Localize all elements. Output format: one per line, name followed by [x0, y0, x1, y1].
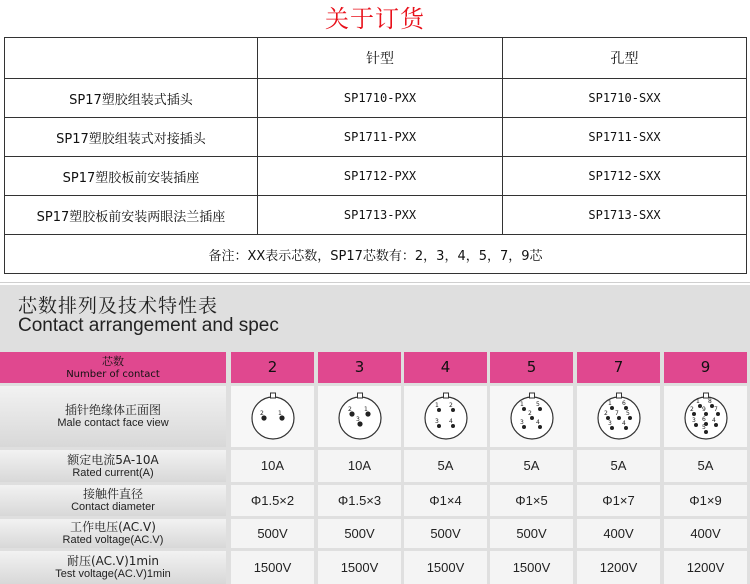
order-pin-model: SP1712-PXX: [258, 157, 503, 196]
table-row: [5, 79, 747, 118]
spec-row-label: [0, 450, 226, 482]
spec-value: 400V: [577, 519, 660, 548]
connector-body: [339, 397, 381, 439]
contact-count-7: 7: [577, 352, 660, 383]
connector-face-icon: [247, 391, 299, 443]
pin-number: 5: [701, 423, 706, 431]
order-table-header-row: [5, 38, 747, 79]
key-notch: [616, 393, 621, 398]
pin-number: 7: [713, 405, 718, 413]
contact-face-4: [404, 386, 487, 447]
spec-row-label-en: Rated voltage(AC.V): [62, 534, 164, 546]
spec-row-label-cn: 接触件直径: [82, 487, 143, 501]
order-product-name: SP17塑胶板前安装插座: [5, 157, 258, 196]
order-title: 关于订货: [325, 5, 425, 33]
table-row: [5, 157, 747, 196]
connector-body: [252, 397, 294, 439]
spec-row-label-en: Contact diameter: [71, 501, 155, 513]
contact-count-2: 2: [231, 352, 314, 383]
pin-number: 3: [691, 416, 696, 424]
spec-value: 500V: [404, 519, 487, 548]
pin-number: 2: [448, 401, 453, 409]
spec-value: 1500V: [318, 551, 401, 584]
spec-row-label-cn: 工作电压(AC.V): [70, 520, 156, 534]
connector-face-icon: [680, 391, 732, 443]
pin-number: 5: [625, 409, 630, 417]
pin-number: 4: [621, 419, 626, 427]
pin-number: 1: [363, 405, 368, 413]
spec-value: 500V: [490, 519, 573, 548]
spec-value: 500V: [231, 519, 314, 548]
order-socket-model: SP1712-SXX: [503, 157, 747, 196]
contact-count-header-cn: 芯数: [102, 355, 124, 368]
pin-number: 1: [607, 399, 612, 407]
connector-face-icon: [334, 391, 386, 443]
spec-value: Φ1×7: [577, 485, 660, 516]
pin-number: 1: [434, 401, 439, 409]
spec-row-label: [0, 386, 226, 447]
pin-number: 3: [607, 419, 612, 427]
pin-number: 3: [355, 415, 360, 423]
connector-face-icon: [420, 391, 472, 443]
pin-number: 4: [711, 416, 716, 424]
connector-face-icon: [506, 391, 558, 443]
spec-row-label-en: Rated current(A): [72, 466, 154, 479]
spec-value: Φ1×4: [404, 485, 487, 516]
order-note-row: [5, 235, 747, 274]
spec-title-en: Contact arrangement and spec: [18, 315, 279, 336]
order-socket-model: SP1710-SXX: [503, 79, 747, 118]
connector-body: [425, 397, 467, 439]
order-header-empty: [5, 38, 258, 79]
contact-face-9: [664, 386, 747, 447]
order-header-socket: 孔型: [503, 38, 747, 79]
pin-number: 2: [527, 409, 532, 417]
order-pin-model: SP1711-PXX: [258, 118, 503, 157]
key-notch: [529, 393, 534, 398]
order-pin-model: SP1710-PXX: [258, 79, 503, 118]
contact-face-3: [318, 386, 401, 447]
spec-value: 1200V: [577, 551, 660, 584]
spec-value: Φ1.5×3: [318, 485, 401, 516]
spec-value: Φ1.5×2: [231, 485, 314, 516]
spec-value: 1500V: [490, 551, 573, 584]
pin-number: 3: [519, 418, 524, 426]
order-pin-model: SP1713-PXX: [258, 196, 503, 235]
contact-count-4: 4: [404, 352, 487, 383]
contact-count-header: [0, 352, 226, 383]
contact-count-3: 3: [318, 352, 401, 383]
contact-face-5: [490, 386, 573, 447]
order-table: [4, 37, 747, 274]
spec-value: 1500V: [231, 551, 314, 584]
pin-number: 6: [701, 415, 706, 423]
section-divider: [0, 282, 750, 283]
spec-row-label-cn: 耐压(AC.V)1min: [66, 554, 160, 568]
spec-value: 1500V: [404, 551, 487, 584]
order-product-name: SP17塑胶板前安装两眼法兰插座: [5, 196, 258, 235]
key-notch: [443, 393, 448, 398]
pin-number: 2: [689, 405, 694, 413]
pin-number: 4: [448, 417, 453, 425]
table-row: [5, 196, 747, 235]
spec-title-cn: 芯数排列及技术特性表: [18, 295, 219, 317]
spec-value: 1200V: [664, 551, 747, 584]
pin-number: 1: [695, 397, 700, 405]
pin-number: 2: [347, 405, 352, 413]
spec-row-label-en: Test voltage(AC.V)1min: [55, 568, 171, 580]
order-header-pin: 针型: [258, 38, 503, 79]
spec-value: 500V: [318, 519, 401, 548]
spec-value: 5A: [577, 450, 660, 482]
contact-count-9: 9: [664, 352, 747, 383]
order-note: 备注：XX表示芯数，SP17芯数有：2，3，4，5，7，9芯: [5, 235, 747, 274]
order-product-name: SP17塑胶组装式对接插头: [5, 118, 258, 157]
pin-number: 5: [535, 400, 540, 408]
spec-row-label: [0, 551, 226, 584]
pin-number: 2: [259, 409, 264, 417]
pin-number: 7: [614, 409, 619, 417]
pin-number: 8: [707, 397, 712, 405]
contact-face-2: [231, 386, 314, 447]
connector-face-icon: [593, 391, 645, 443]
spec-value: 10A: [231, 450, 314, 482]
order-product-name: SP17塑胶组装式插头: [5, 79, 258, 118]
order-socket-model: SP1711-SXX: [503, 118, 747, 157]
contact-count-header-en: Number of contact: [66, 369, 160, 380]
spec-row-label: [0, 485, 226, 516]
pin-number: 4: [535, 418, 540, 426]
pin-number: 2: [603, 409, 608, 417]
spec-value: 10A: [318, 450, 401, 482]
spec-value: Φ1×5: [490, 485, 573, 516]
spec-panel: [0, 285, 750, 584]
pin-number: 6: [621, 399, 626, 407]
table-row: [5, 118, 747, 157]
pin-number: 9: [701, 405, 706, 413]
contact-face-7: [577, 386, 660, 447]
spec-row-label-cn: 插针绝缘体正面图: [64, 403, 161, 417]
key-notch: [270, 393, 275, 398]
spec-row-label: [0, 519, 226, 548]
order-socket-model: SP1713-SXX: [503, 196, 747, 235]
spec-value: 400V: [664, 519, 747, 548]
spec-value: 5A: [490, 450, 573, 482]
spec-value: Φ1×9: [664, 485, 747, 516]
spec-value: 5A: [664, 450, 747, 482]
spec-row-label-cn: 额定电流5A-10A: [67, 452, 159, 467]
pin-number: 3: [434, 417, 439, 425]
contact-count-5: 5: [490, 352, 573, 383]
spec-row-label-en: Male contact face view: [57, 417, 169, 429]
pin-number: 1: [519, 400, 524, 408]
pin-number: 1: [277, 409, 282, 417]
key-notch: [357, 393, 362, 398]
spec-value: 5A: [404, 450, 487, 482]
